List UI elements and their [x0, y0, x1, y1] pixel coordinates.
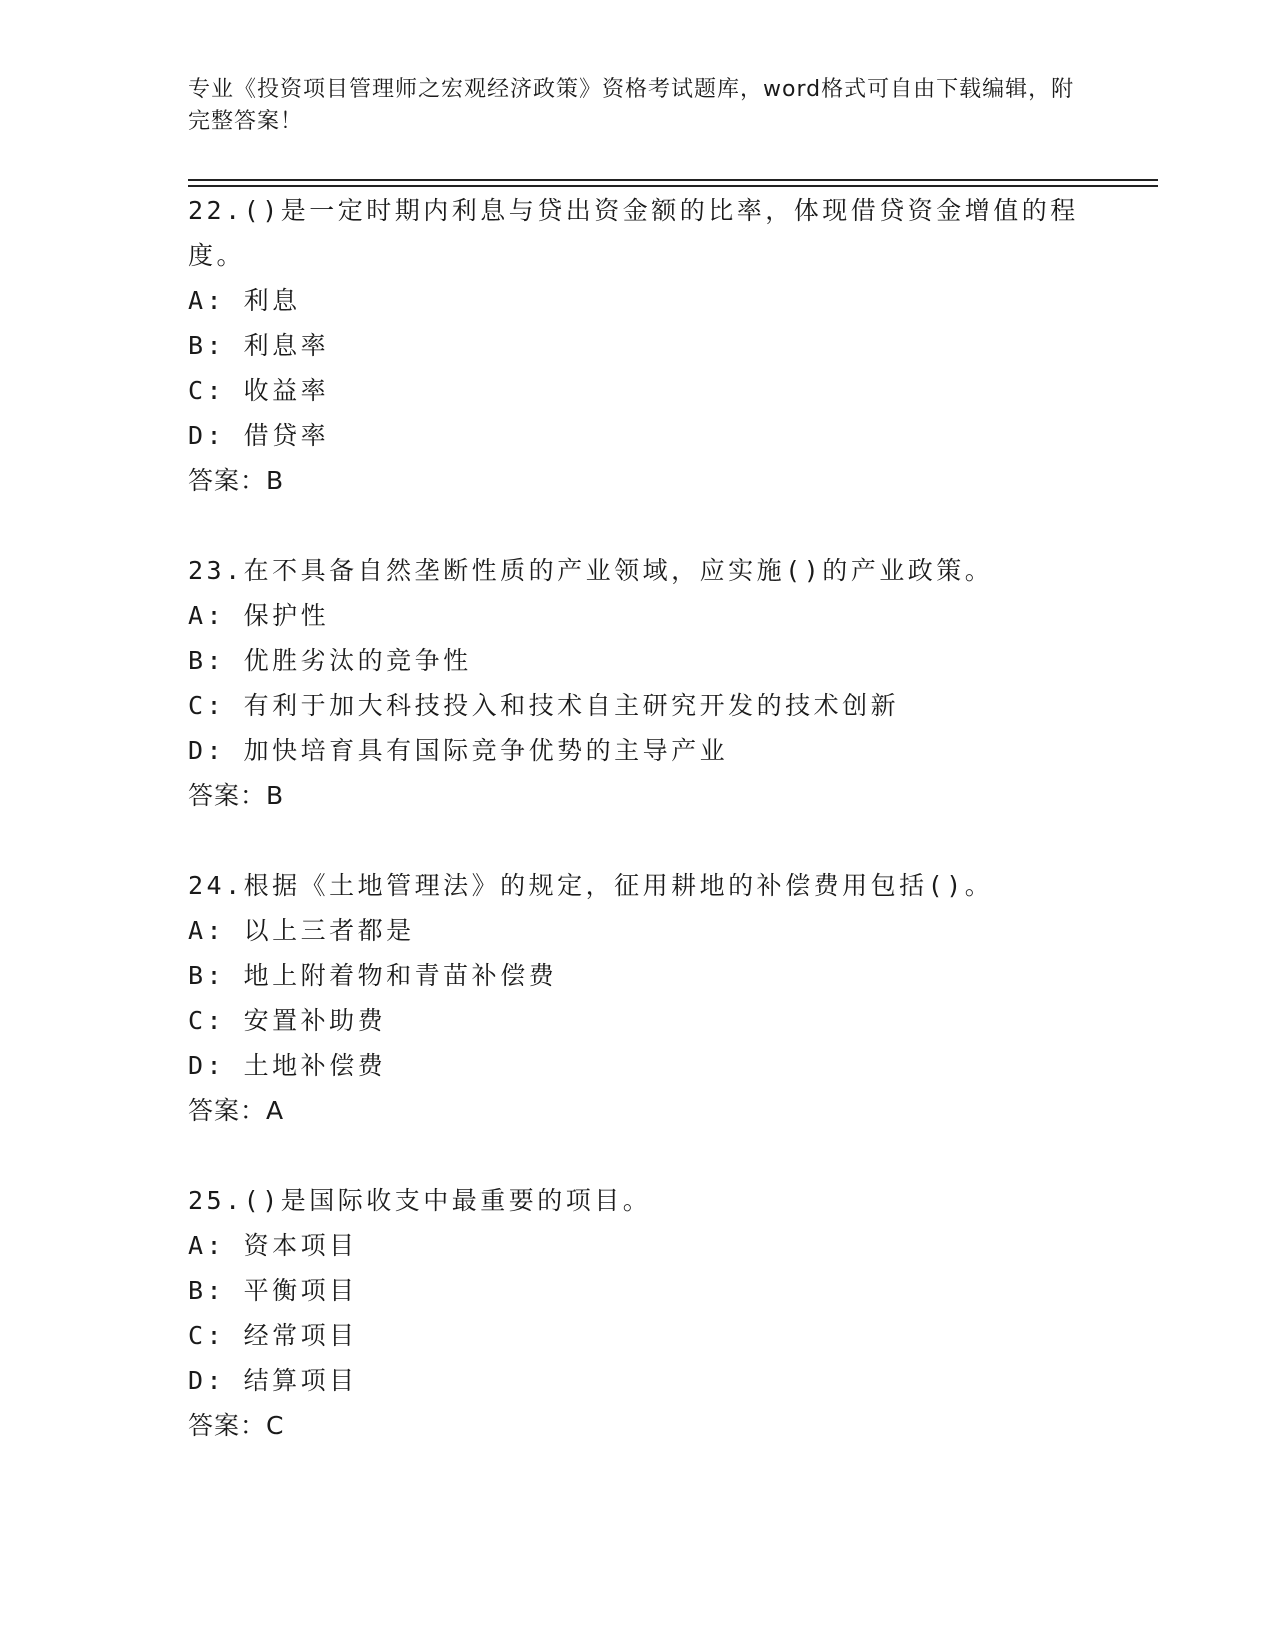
option-b: B: 利息率	[188, 331, 330, 360]
option-c: C: 安置补助费	[188, 1006, 387, 1035]
option-d: D: 土地补偿费	[188, 1051, 387, 1080]
option-a: A: 资本项目	[188, 1231, 358, 1260]
question-stem: 22.()是一定时期内利息与贷出资金额的比率，体现借贷资金增值的程度。	[188, 196, 1079, 270]
question-23	[188, 548, 1098, 818]
answer-line: 答案：C	[188, 1411, 285, 1440]
question-stem: 24.根据《土地管理法》的规定，征用耕地的补偿费用包括()。	[188, 871, 994, 900]
option-b: B: 平衡项目	[188, 1276, 358, 1305]
option-c: C: 有利于加大科技投入和技术自主研究开发的技术创新	[188, 691, 900, 720]
option-a: A: 以上三者都是	[188, 916, 415, 945]
question-list	[188, 188, 1098, 1493]
header-divider-bottom	[188, 185, 1158, 187]
option-a: A: 保护性	[188, 601, 330, 630]
option-d: D: 结算项目	[188, 1366, 358, 1395]
option-b: B: 优胜劣汰的竞争性	[188, 646, 472, 675]
question-stem: 23.在不具备自然垄断性质的产业领域，应实施()的产业政策。	[188, 556, 994, 585]
option-c: C: 经常项目	[188, 1321, 358, 1350]
option-a: A: 利息	[188, 286, 301, 315]
document-header: 专业《投资项目管理师之宏观经济政策》资格考试题库，word格式可自由下载编辑，附完整答案！	[188, 77, 1075, 134]
answer-line: 答案：A	[188, 1096, 285, 1125]
question-25	[188, 1178, 1098, 1448]
question-22	[188, 188, 1098, 503]
option-c: C: 收益率	[188, 376, 330, 405]
question-stem: 25.()是国际收支中最重要的项目。	[188, 1186, 652, 1215]
option-d: D: 借贷率	[188, 421, 330, 450]
answer-line: 答案：B	[188, 466, 285, 495]
question-24	[188, 863, 1098, 1133]
option-d: D: 加快培育具有国际竞争优势的主导产业	[188, 736, 729, 765]
header-divider-top	[188, 179, 1158, 181]
answer-line: 答案：B	[188, 781, 285, 810]
option-b: B: 地上附着物和青苗补偿费	[188, 961, 558, 990]
